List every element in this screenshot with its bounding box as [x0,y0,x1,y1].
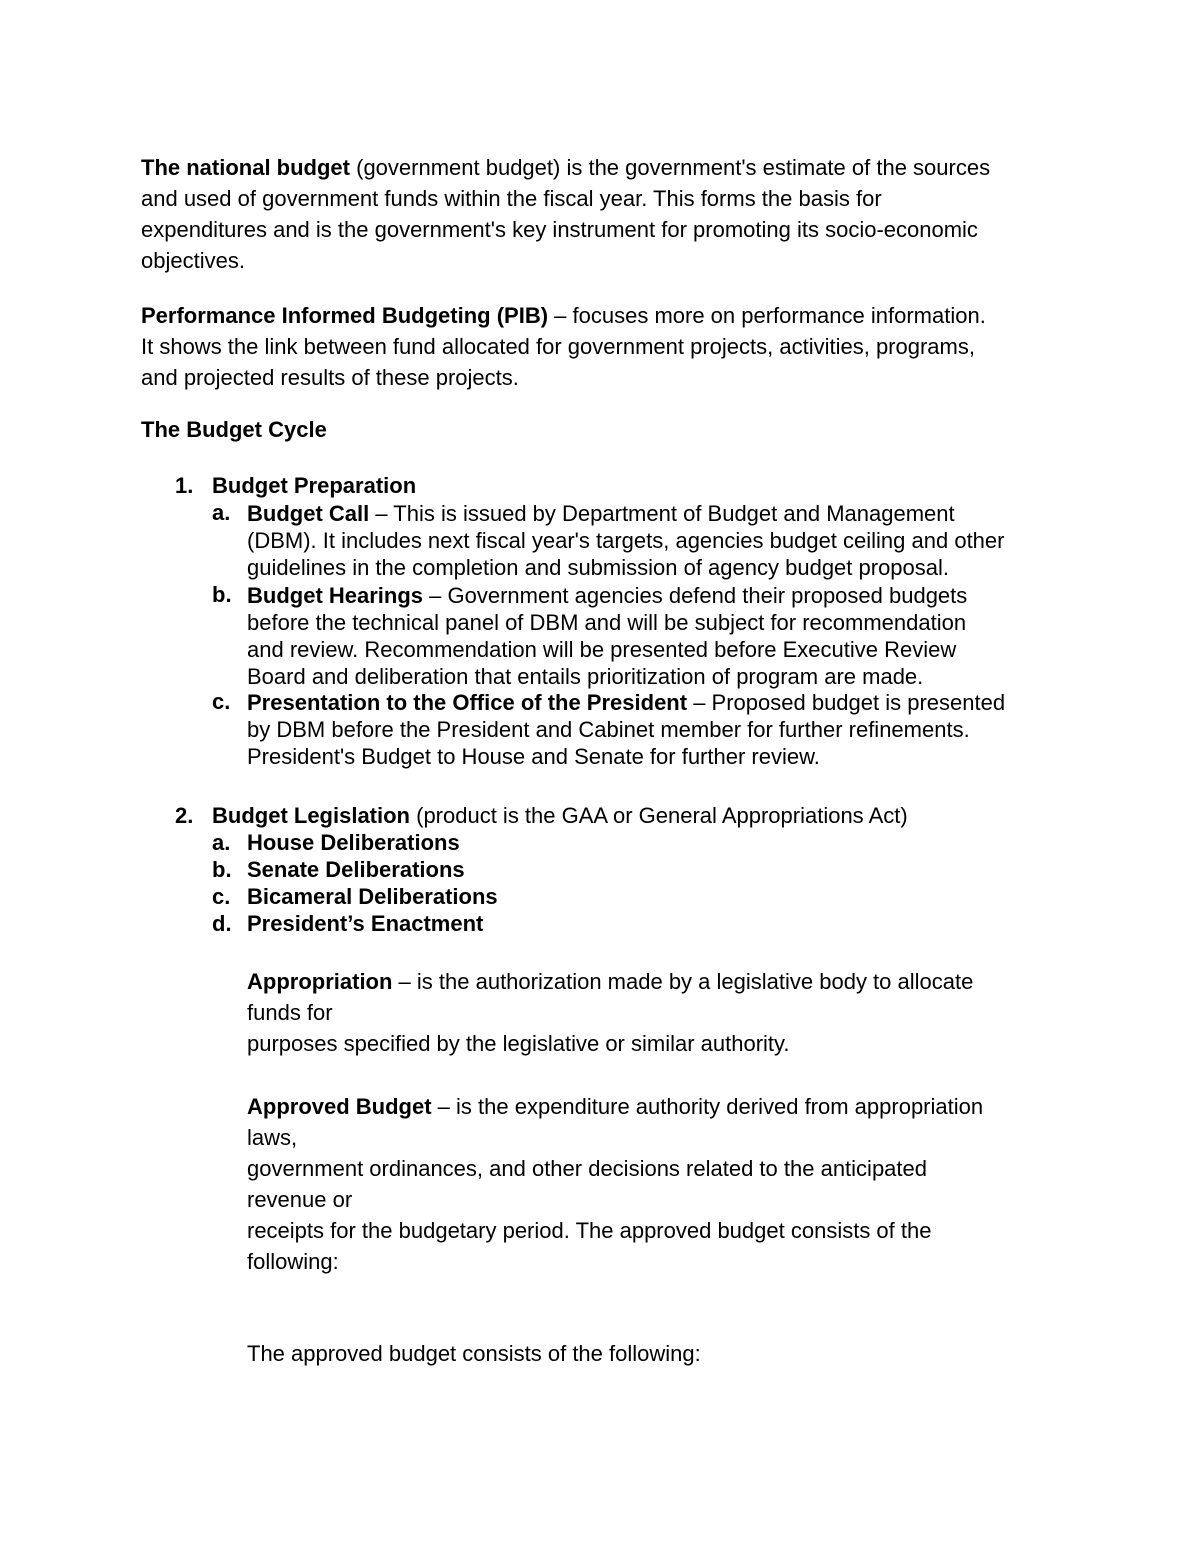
budget-cycle-heading: The Budget Cycle [141,417,327,442]
presidents-enactment: President’s Enactment [247,911,484,936]
national-budget-term: The national budget [141,155,350,180]
sub-letter-2c: c. [212,884,231,909]
budget-preparation-heading: Budget Preparation [212,473,417,498]
presentation-president-term: Presentation to the Office of the President [247,690,688,715]
approved-budget-term: Approved Budget [247,1094,432,1119]
closing-line: The approved budget consists of the following: [247,1341,701,1366]
sub-letter-2d: d. [212,911,232,936]
budget-legislation-heading: Budget Legislation [212,803,410,828]
budget-hearings-item: Budget Hearings – Government agencies defend their proposed budgets before the technical panel of DBM and will be subject for recommendation and review. Recommendation will be presented before Executive Review Board and deliberation that entails prioritization of program are made. [247,583,968,689]
budget-call-item: Budget Call – This is issued by Department of Budget and Management (DBM). It includes next fiscal year's targets, agencies budget ceiling and other guidelines in the completion and submission of agency budget proposal. [247,501,1005,580]
list-number-1: 1. [175,473,194,498]
house-deliberations: House Deliberations [247,830,460,855]
senate-deliberations: Senate Deliberations [247,857,465,882]
sub-letter-1a: a. [212,500,231,525]
sub-letter-2a: a. [212,830,231,855]
budget-hearings-term: Budget Hearings [247,583,424,608]
pib-term: Performance Informed Budgeting (PIB) [141,303,549,328]
sub-letter-1c: c. [212,689,231,714]
appropriation-paragraph: Appropriation – is the authorization made by a legislative body to allocate funds for purposes specified by the legislative or similar authority. [247,969,974,1056]
presentation-president-item: Presentation to the Office of the President – Proposed budget is presented by DBM before the President and Cabinet member for further refinements. President's Budget to House and Senate for further review. [247,690,1006,769]
list-number-2: 2. [175,803,194,828]
bicameral-deliberations: Bicameral Deliberations [247,884,498,909]
approved-budget-paragraph: Approved Budget – is the expenditure authority derived from appropriation laws, government ordinances, and other decisions related to the anticipated revenue or receipts for the budgetary period. The approved budget consists of the following: [247,1094,984,1274]
budget-legislation-line: Budget Legislation (product is the GAA or General Appropriations Act) [212,803,908,828]
national-budget-paragraph: The national budget (government budget) is the government's estimate of the sources and used of government funds within the fiscal year. This forms the basis for expenditures and is the government's key instrument for promoting its socio-economic objectives. [141,155,991,273]
sub-letter-2b: b. [212,857,232,882]
budget-call-term: Budget Call [247,501,370,526]
appropriation-term: Appropriation [247,969,393,994]
pib-paragraph: Performance Informed Budgeting (PIB) – focuses more on performance information. It shows the link between fund allocated for government projects, activities, programs, and projected results of these projects. [141,303,986,390]
sub-letter-1b: b. [212,582,232,607]
